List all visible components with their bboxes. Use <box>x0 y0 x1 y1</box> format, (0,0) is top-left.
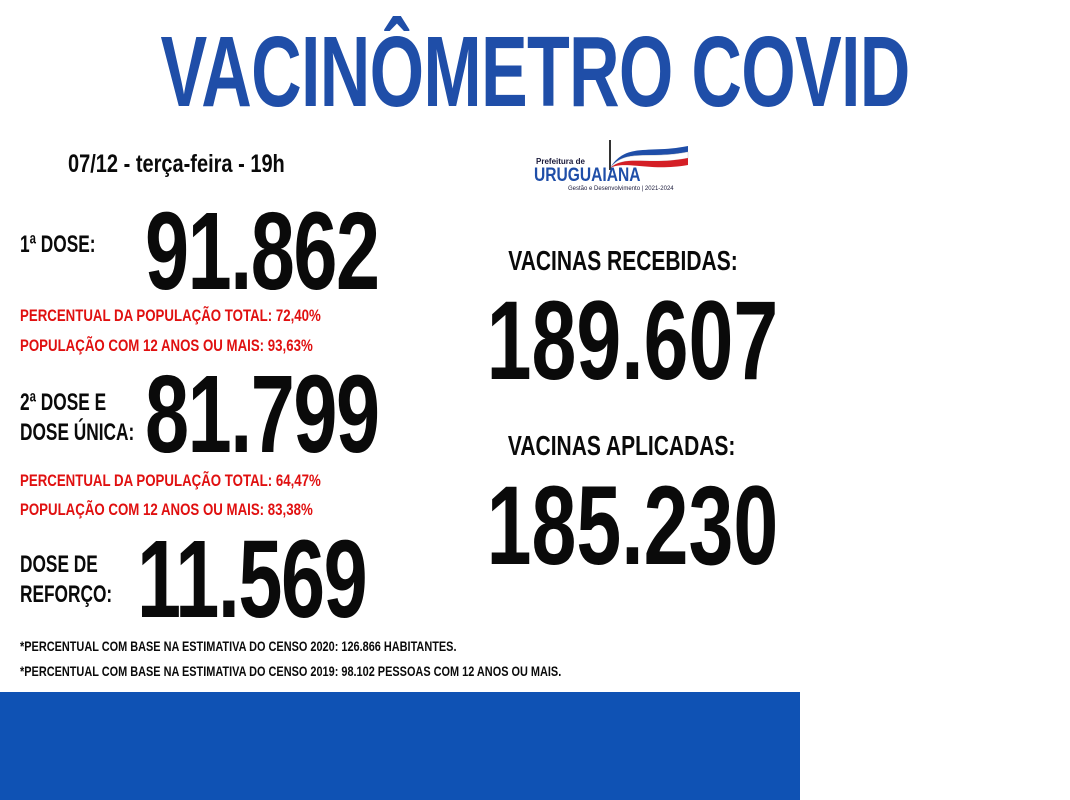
dose1-pct-12plus-text: POPULAÇÃO COM 12 ANOS OU MAIS: 93,63% <box>20 336 313 355</box>
received-label-text: VACINAS RECEBIDAS: <box>508 245 738 276</box>
dose2-label-line2-text: DOSE ÚNICA: <box>20 419 135 446</box>
booster-value-text: 11.569 <box>137 518 367 641</box>
dose1-pct-total-text: PERCENTUAL DA POPULAÇÃO TOTAL: 72,40% <box>20 306 321 325</box>
dose1-label <box>20 230 125 260</box>
booster-label-line1 <box>20 550 128 580</box>
footnote-1 <box>20 638 580 654</box>
received-label <box>470 245 770 277</box>
applied-value <box>430 463 800 588</box>
dose2-label-line1-text: 2ª DOSE E <box>20 389 107 416</box>
logo-prefix: Prefeitura de <box>536 157 585 166</box>
date-text: 07/12 - terça-feira - 19h <box>68 150 285 178</box>
footnote-2 <box>20 663 714 679</box>
applied-label <box>470 430 770 462</box>
footnote-1-text: *PERCENTUAL COM BASE NA ESTIMATIVA DO CENSO 2020: 126.866 HABITANTES. <box>20 638 457 654</box>
booster-label-line1-text: DOSE DE <box>20 551 98 578</box>
footnote-2-text: *PERCENTUAL COM BASE NA ESTIMATIVA DO CENSO 2019: 98.102 PESSOAS COM 12 ANOS OU MAIS. <box>20 663 562 679</box>
applied-label-text: VACINAS APLICADAS: <box>507 430 736 461</box>
booster-value <box>137 518 455 641</box>
date-line <box>68 150 339 179</box>
dose1-label-text: 1ª DOSE: <box>20 231 96 258</box>
title-text: VACINÔMETRO COVID <box>160 16 910 128</box>
booster-label-line2 <box>20 580 148 610</box>
bottom-bar <box>0 692 800 800</box>
city-logo <box>530 138 690 196</box>
dose2-value-text: 81.799 <box>145 353 379 476</box>
logo-city-text: URUGUAIANA <box>534 165 641 186</box>
received-value-text: 189.607 <box>486 278 779 403</box>
dose1-pct-total <box>20 306 406 326</box>
logo-tagline: Gestão e Desenvolvimento | 2021-2024 <box>568 186 674 192</box>
dose2-pct-12plus-text: POPULAÇÃO COM 12 ANOS OU MAIS: 83,38% <box>20 500 313 519</box>
dose2-pct-total-text: PERCENTUAL DA POPULAÇÃO TOTAL: 64,47% <box>20 471 321 490</box>
applied-value-text: 185.230 <box>486 463 779 588</box>
dose2-label-line1 <box>20 388 140 418</box>
dose2-pct-12plus <box>20 500 395 520</box>
dose1-value-text: 91.862 <box>145 190 379 313</box>
logo-city <box>534 165 664 187</box>
dose2-pct-total <box>20 471 406 491</box>
page-title <box>0 16 910 128</box>
dose2-value <box>145 353 469 476</box>
booster-label-line2-text: REFORÇO: <box>20 581 113 608</box>
received-value <box>430 278 800 403</box>
dose1-value <box>145 190 469 313</box>
